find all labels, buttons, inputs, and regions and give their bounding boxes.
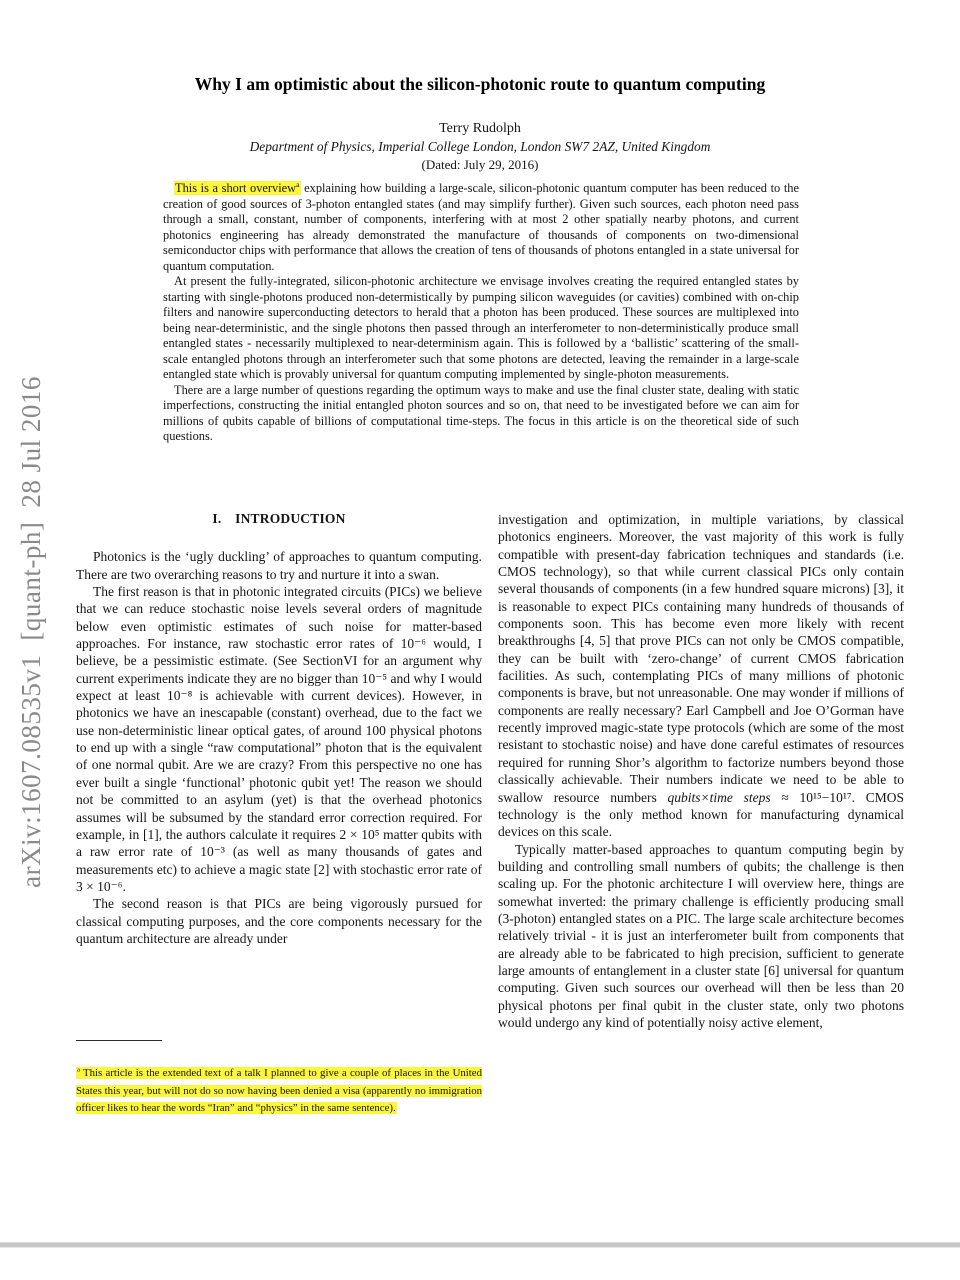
page-title: Why I am optimistic about the silicon-photonic route to quantum computing	[194, 74, 766, 94]
resource-numbers-italic: qubits×time steps	[667, 789, 771, 805]
intro-paragraph-2: The first reason is that in photonic integrated circuits (PICs) we believe that we can reduce stochastic noise levels several orders of magnitude below even optimistic estimates of such noise for matter-based approaches. For instance, raw stochastic error rates of 10⁻⁶ would, I believe, be a pessimistic estimate. (See SectionVI for an argument why current experiments indicate they are no bigger than 10⁻⁵ and why I would expect at least 10⁻⁸ is achievable with current devices). However, in photonics we have an inescapable (constant) overhead, due to the fact we use non-deterministic linear optical gates, of around 100 physical photons to end up with a single “raw computational” photon that is the equivalent of one normal qubit. Are we are crazy? From this perspective no one has ever built a single ‘functional’ photonic qubit yet! The reason we should not be committed to an asylum (yet) is that the overhead photonics assumes will be subsumed by the standard error correction required. For example, in [1], the authors calculate it requires 2 × 10⁵ matter qubits with a raw error rate of 10⁻³ (as well as many thousands of gates and measurements etc) to achieve a magic state [2] with stochastic error rate of 3 × 10⁻⁶.	[76, 584, 482, 894]
two-column-body	[76, 506, 904, 1031]
intro-paragraph-4: Typically matter-based approaches to quantum computing begin by building and controlling small numbers of qubits; the challenge is then scaling up. For the photonic architecture I will overview here, things are somewhat inverted: the primary challenge is efficiently producing small (3-photon) entangled states on a PIC. The large scale architecture becomes relatively trivial - it is just an interferometer built from components that are already able to be fabricated to high precision, sufficient to generate large amounts of entanglement in a cluster state [6] universal for quantum computing. Given such sources our overhead will then be less than 20 physical photons per final qubit in the cluster state, only two photons would undergo any kind of potentially noisy active element,	[498, 841, 904, 1030]
intro-paragraph-3-continued	[498, 511, 904, 841]
right-col-text-post: ≈ 10¹⁵−10¹⁷. CMOS technology is the only method known for manufacturing dynamical devices on this scale.	[498, 789, 904, 840]
left-column	[76, 506, 482, 1031]
abstract-paragraph-1	[163, 181, 799, 274]
footnote-marker-ref: a	[296, 179, 300, 189]
footnote-marker: a	[77, 1066, 80, 1074]
footnote-text: This article is the extended text of a talk I planned to give a couple of places in the United States this year, but will not do so now having been denied a visa (apparently no immigration officer likes to hear the words “Iran” and “physics” in the same sentence).	[76, 1067, 482, 1115]
footnote-rule	[76, 1040, 162, 1041]
abstract-highlight	[174, 181, 301, 195]
intro-paragraph-3: The second reason is that PICs are being vigorously pursued for classical computing purposes, and the core components necessary for the quantum architecture are already under	[76, 896, 482, 946]
footnote	[76, 1065, 482, 1118]
arxiv-sidebar-label: arXiv:1607.08535v1 [quant-ph] 28 Jul 2016	[16, 376, 46, 888]
date-line: (Dated: July 29, 2016)	[421, 157, 539, 172]
author-name: Terry Rudolph	[439, 121, 521, 136]
footnote-highlight	[76, 1067, 482, 1114]
intro-paragraph-1: Photonics is the ‘ugly duckling’ of approaches to quantum computing. There are two overarching reasons to try and nurture it into a swan.	[76, 549, 482, 582]
author-affiliation: Department of Physics, Imperial College London, London SW7 2AZ, United Kingdom	[249, 139, 711, 154]
abstract-paragraph-1-rest: explaining how building a large-scale, silicon-photonic quantum computer has been reduced to the creation of good sources of 3-photon entangled states (and may simplify further). Given such sources, each photon need pass through a small, constant, number of components, interfering with at most 2 other spatially nearby photons, and current photonics engineering has already demonstrated the manufacture of thousands of components on two-dimensional semiconductor chips with performance that allows the creation of tens of thousands of photons entangled in a state universal for quantum computation.	[163, 181, 799, 273]
abstract	[163, 181, 799, 445]
abstract-highlight-text: This is a short overview	[175, 181, 297, 195]
right-col-text-pre: investigation and optimization, in multiple variations, by classical photonics engineers. Moreover, the vast majority of this work is fully compatible with present-day fabrication techniques and standards (i.e. CMOS technology), so that while current classical PICs only contain several thousands of components (in a few hundred square microns) [3], it is reasonable to expect PICs containing many hundreds of thousands of components soon. This has become even more likely with recent breakthroughs [4, 5] that prove PICs can not only be CMOS compatible, they can be built with ‘zero-change’ of current CMOS fabrication facilities. As such, contemplating PICs of many millions of photonic components is brave, but not unreasonable. One may wonder if millions of components are really necessary? Earl Campbell and Joe O’Gorman have recently improved magic-state type protocols (which are some of the most resistant to stochastic noise) and have done careful estimates of resources required for running Shor’s algorithm to factorize numbers beyond those classically achievable. Their numbers indicate we need to be able to swallow resource numbers	[498, 512, 904, 805]
footnote-block	[76, 1040, 482, 1118]
page-bottom-divider	[0, 1242, 960, 1248]
abstract-paragraph-2: At present the fully-integrated, silicon-photonic architecture we envisage involves creating the required entangled states by starting with single-photons produced non-determistically by pumping silicon waveguides (or cavities) combined with on-chip filters and nanowire superconducting detectors to herald that a photon has been produced. These sources are multiplexed into being near-deterministic, and the single photons then passed through an interferometer to non-deterministically produce small entangled states - necessarily multiplexed to near-determinism again. This is followed by a ‘ballistic’ scattering of the small-scale entangled photons through an interferometer such that some photons are detected, leaving the remainder in a large-scale entangled state which is provably universal for quantum computing implemented by single-photon measurements.	[163, 274, 799, 381]
section-heading-introduction: I. INTRODUCTION	[212, 511, 346, 526]
abstract-paragraph-3: There are a large number of questions regarding the optimum ways to make and use the final cluster state, dealing with static imperfections, constructing the initial entangled photon sources and so on, that need to be investigated before we can aim for millions of qubits capable of billions of computational time-steps. The focus in this article is on the theoretical side of such questions.	[163, 382, 799, 443]
right-column	[498, 506, 904, 1031]
